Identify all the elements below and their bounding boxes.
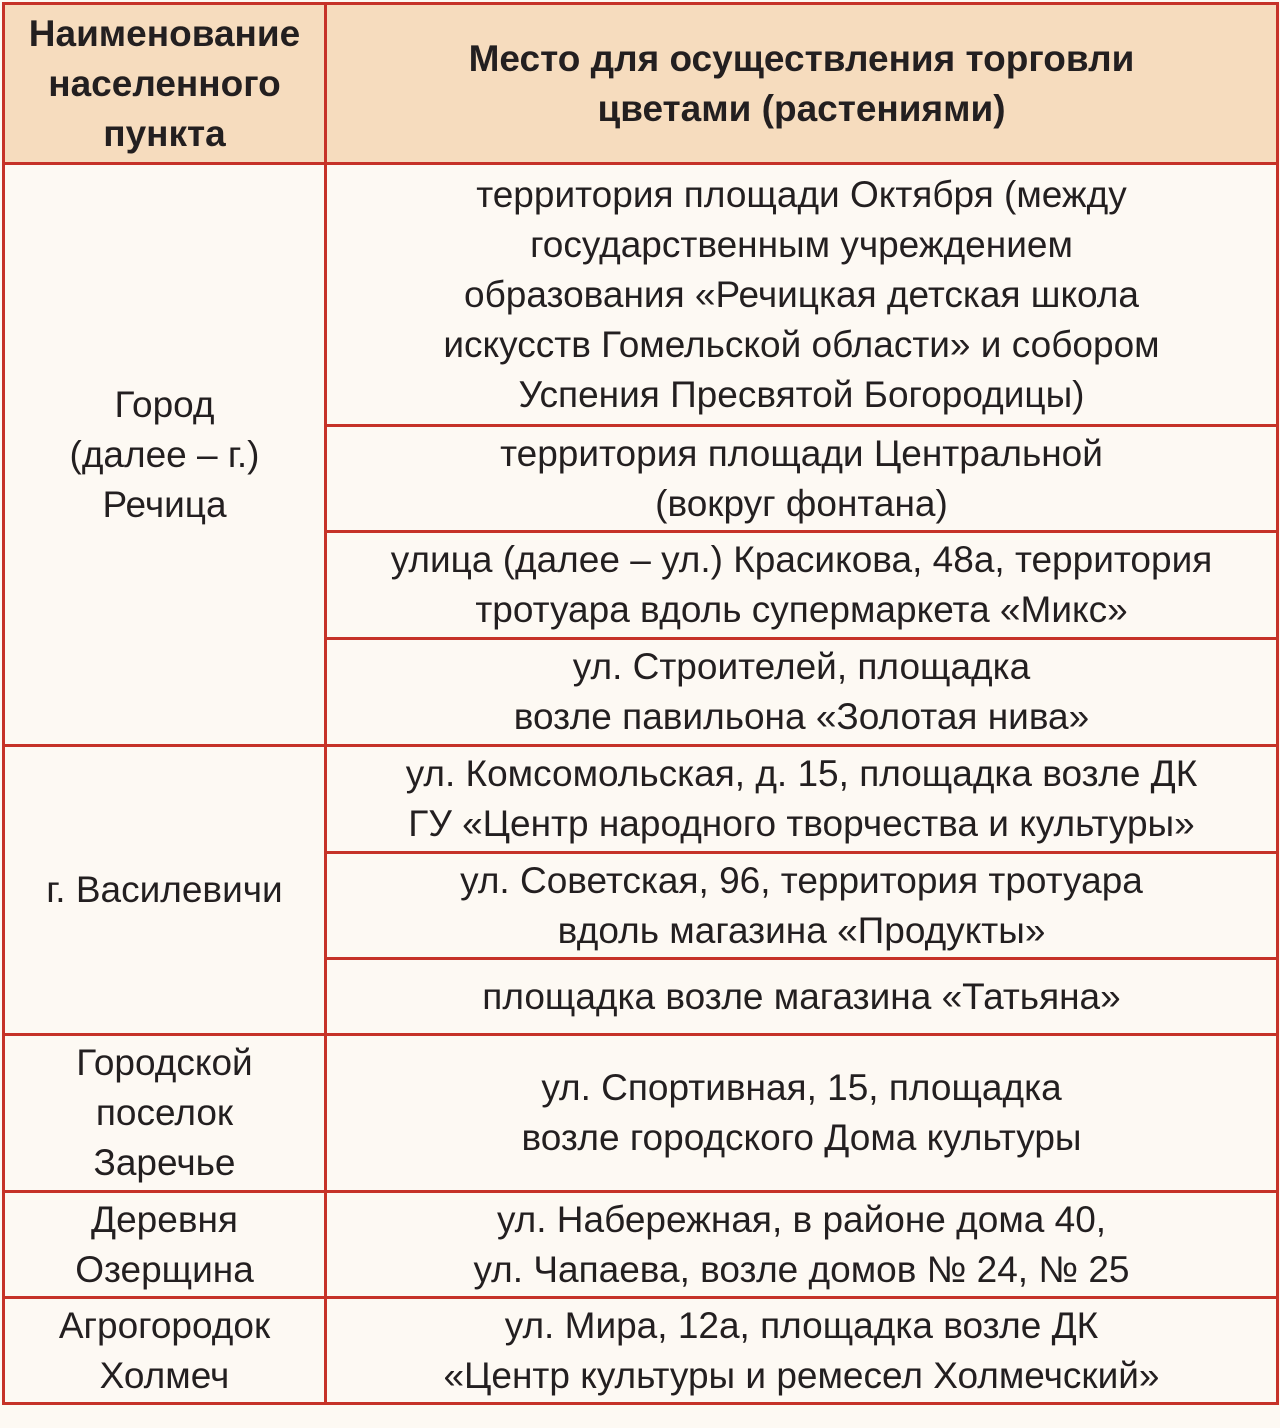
table-row: [4, 164, 1278, 426]
place-text: ул. Спортивная, 15, площадка: [541, 1067, 1062, 1108]
place-text: улица (далее – ул.) Красикова, 48а, территория: [390, 539, 1213, 580]
place-cell: [326, 1298, 1278, 1404]
settlement-text: поселок: [95, 1092, 234, 1133]
settlement-text: Речица: [102, 483, 227, 525]
settlement-text: Холмеч: [99, 1354, 230, 1396]
flower-trade-locations-table: [2, 2, 1279, 1405]
place-cell: [326, 746, 1278, 853]
place-text: территория площади Центральной: [500, 432, 1103, 474]
place-text: ул. Набережная, в районе дома 40,: [496, 1198, 1107, 1240]
place-cell: [326, 1035, 1278, 1192]
settlement-text: Заречье: [93, 1142, 236, 1183]
settlement-cell: [4, 1192, 326, 1298]
settlement-cell: [4, 164, 326, 746]
table-row: [4, 746, 1278, 853]
place-text: территория площади Октября (между: [476, 173, 1127, 215]
place-text: Успения Пресвятой Богородицы): [518, 373, 1085, 415]
settlement-text: Агрогородок: [58, 1304, 271, 1346]
table-header-row: [4, 4, 1278, 164]
header-text: цветами (растениями): [597, 87, 1006, 129]
header-settlement: [4, 4, 326, 164]
table-row: [4, 1192, 1278, 1298]
header-text: Место для осуществления торговли: [468, 37, 1135, 79]
settlement-cell: [4, 1035, 326, 1192]
settlement-text: г. Василевичи: [46, 869, 283, 910]
table-row: [4, 1035, 1278, 1192]
header-place: [326, 4, 1278, 164]
place-text: государственным учреждением: [530, 223, 1073, 265]
place-cell: [326, 532, 1278, 639]
place-text: «Центр культуры и ремесел Холмечский»: [443, 1354, 1160, 1396]
place-cell: [326, 426, 1278, 532]
settlement-cell: [4, 746, 326, 1035]
place-text: (вокруг фонтана): [655, 482, 948, 524]
place-text: вдоль магазина «Продукты»: [557, 909, 1046, 951]
place-text: ул. Чапаева, возле домов № 24, № 25: [473, 1248, 1130, 1290]
table-row: [4, 1298, 1278, 1404]
settlement-text: Озерщина: [75, 1248, 254, 1290]
settlement-text: Город: [114, 383, 215, 425]
place-cell: [326, 164, 1278, 426]
place-text: возле павильона «Золотая нива»: [513, 696, 1090, 737]
header-text: пункта: [103, 112, 226, 154]
place-text: возле городского Дома культуры: [521, 1117, 1082, 1158]
header-text: населенного: [48, 62, 281, 104]
place-cell: [326, 1192, 1278, 1298]
place-text: ул. Комсомольская, д. 15, площадка возле ДК: [405, 753, 1198, 794]
place-cell: [326, 959, 1278, 1035]
place-text: ГУ «Центр народного творчества и культуры»: [408, 803, 1195, 844]
settlement-cell: [4, 1298, 326, 1404]
place-text: ул. Строителей, площадка: [572, 646, 1031, 687]
place-text: тротуара вдоль супермаркета «Микс»: [475, 589, 1128, 630]
place-text: площадка возле магазина «Татьяна»: [482, 975, 1121, 1017]
place-cell: [326, 853, 1278, 959]
place-text: ул. Советская, 96, территория тротуара: [460, 859, 1143, 901]
settlement-text: Городской: [76, 1042, 253, 1083]
settlement-text: Деревня: [91, 1198, 238, 1240]
place-cell: [326, 639, 1278, 746]
settlement-text: (далее – г.): [69, 433, 260, 475]
header-text: Наименование: [28, 12, 301, 54]
place-text: ул. Мира, 12а, площадка возле ДК: [504, 1304, 1099, 1346]
place-text: искусств Гомельской области» и собором: [443, 323, 1160, 365]
place-text: образования «Речицкая детская школа: [464, 273, 1139, 315]
